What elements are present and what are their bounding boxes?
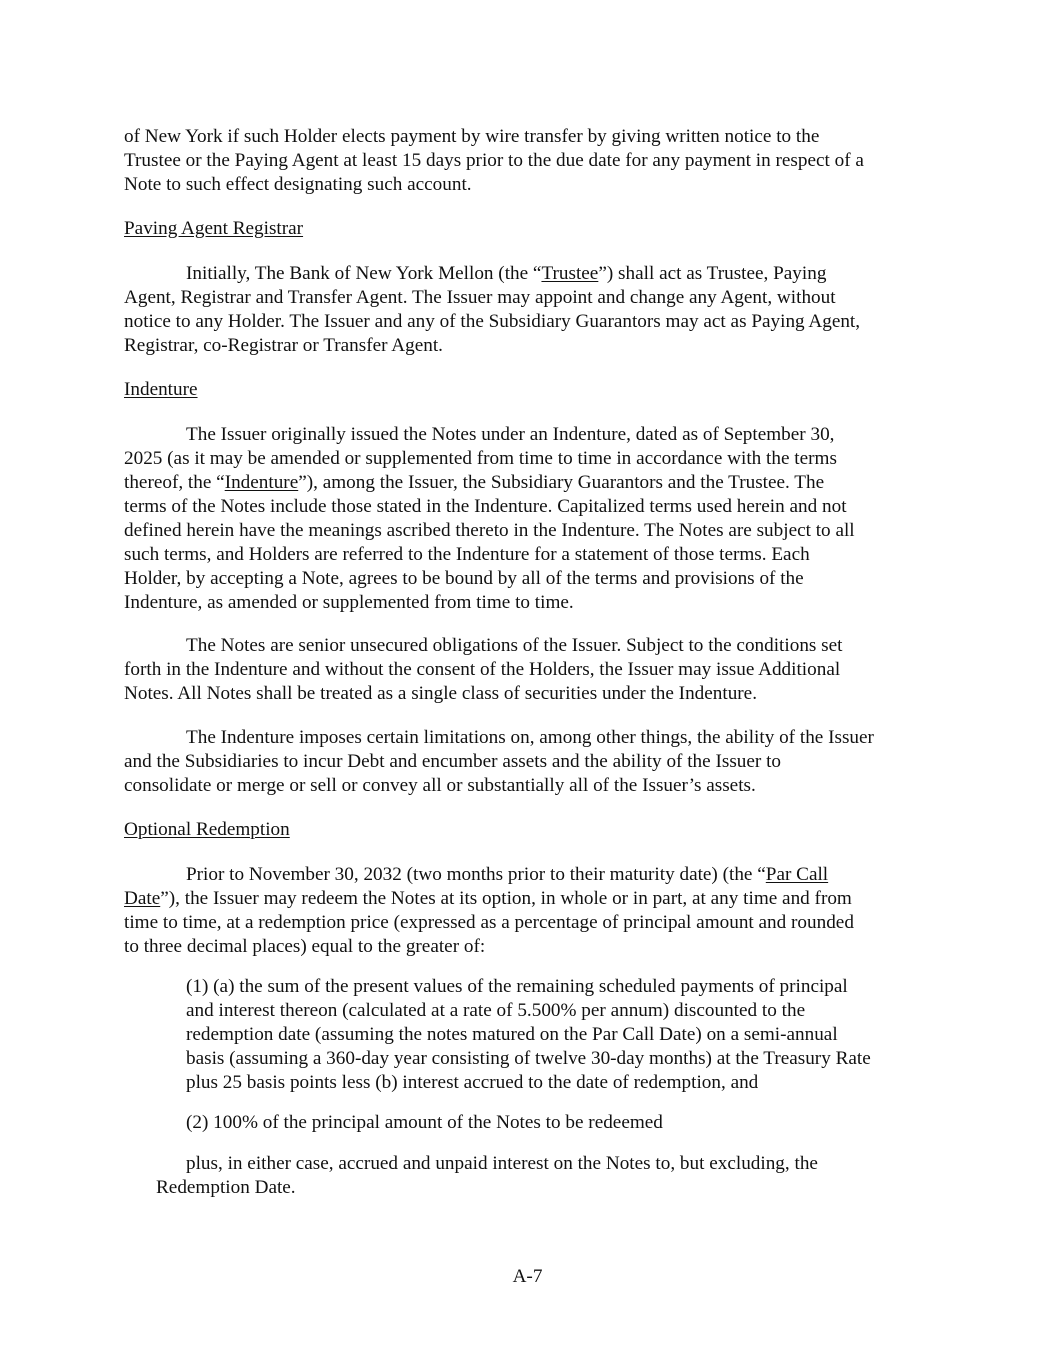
paying-agent-line-3: notice to any Holder. The Issuer and any of the Subsidiary Guarantors may act as Paying Agent, <box>124 311 861 332</box>
section-heading-indenture: Indenture <box>124 379 198 400</box>
intro-line-1: of New York if such Holder elects payment by wire transfer by giving written notice to the <box>124 126 820 147</box>
redemption-p1-line-1 <box>124 863 828 887</box>
text-fragment: ”) shall act as Trustee, Paying <box>598 263 827 284</box>
indenture-p1-line-1: The Issuer originally issued the Notes under an Indenture, dated as of September 30, <box>186 424 835 445</box>
text-fragment: Prior to November 30, 2032 (two months prior to their maturity date) (the “ <box>186 864 766 885</box>
indenture-p3-line-3: consolidate or merge or sell or convey all or substantially all of the Issuer’s assets. <box>124 775 756 796</box>
clause-2: (2) 100% of the principal amount of the Notes to be redeemed <box>186 1112 663 1133</box>
section-heading-optional-redemption: Optional Redemption <box>124 819 290 840</box>
text-fragment: ”), among the Issuer, the Subsidiary Guarantors and the Trustee. The <box>298 472 825 493</box>
text-fragment: ”), the Issuer may redeem the Notes at its option, in whole or in part, at any time and from <box>160 888 852 909</box>
paying-agent-line-2: Agent, Registrar and Transfer Agent. The Issuer may appoint and change any Agent, without <box>124 287 836 308</box>
paying-agent-line-1 <box>124 262 826 286</box>
clause-1-line-4: basis (assuming a 360-day year consisting of twelve 30-day months) at the Treasury Rate <box>186 1048 871 1069</box>
closing-line-2: Redemption Date. <box>156 1177 296 1198</box>
paying-agent-line-4: Registrar, co-Registrar or Transfer Agent. <box>124 335 443 356</box>
indenture-p1-line-4: terms of the Notes include those stated in the Indenture. Capitalized terms used herein and not <box>124 496 847 517</box>
page-number: A-7 <box>512 1266 543 1287</box>
indenture-p1-line-7: Holder, by accepting a Note, agrees to be bound by all of the terms and provisions of the <box>124 568 804 589</box>
indenture-p3-line-1: The Indenture imposes certain limitations on, among other things, the ability of the Issuer <box>186 727 874 748</box>
redemption-p1-line-4: to three decimal places) equal to the greater of: <box>124 936 486 957</box>
indenture-p3-line-2: and the Subsidiaries to incur Debt and encumber assets and the ability of the Issuer to <box>124 751 782 772</box>
indenture-p2-line-2: forth in the Indenture and without the consent of the Holders, the Issuer may issue Additional <box>124 659 841 680</box>
defined-term-par-call: Par Call <box>765 864 829 885</box>
defined-term-date: Date <box>124 888 161 909</box>
text-fragment: Initially, The Bank of New York Mellon (the “ <box>186 263 542 284</box>
indenture-p1-line-2: 2025 (as it may be amended or supplemented from time to time in accordance with the terms <box>124 448 837 469</box>
indenture-p2-line-1: The Notes are senior unsecured obligations of the Issuer. Subject to the conditions set <box>186 635 843 656</box>
indenture-p2-line-3: Notes. All Notes shall be treated as a single class of securities under the Indenture. <box>124 683 757 704</box>
redemption-p1-line-2 <box>124 887 852 911</box>
intro-line-3: Note to such effect designating such account. <box>124 174 472 195</box>
indenture-p1-line-5: defined herein have the meanings ascribed thereto in the Indenture. The Notes are subject to all <box>124 520 855 541</box>
clause-1-line-1: (1) (a) the sum of the present values of the remaining scheduled payments of principal <box>186 976 848 997</box>
defined-term-indenture: Indenture <box>224 472 299 493</box>
intro-line-2: Trustee or the Paying Agent at least 15 days prior to the due date for any payment in respect of a <box>124 150 864 171</box>
indenture-p1-line-3 <box>124 471 824 495</box>
text-fragment: thereof, the “ <box>124 472 225 493</box>
section-heading-paying-agent: Paving Agent Registrar <box>124 218 304 239</box>
clause-1-line-2: and interest thereon (calculated at a rate of 5.500% per annum) discounted to the <box>186 1000 806 1021</box>
indenture-p1-line-8: Indenture, as amended or supplemented from time to time. <box>124 592 574 613</box>
defined-term-trustee: Trustee <box>541 263 599 284</box>
clause-1-line-3: redemption date (assuming the notes matured on the Par Call Date) on a semi-annual <box>186 1024 838 1045</box>
indenture-p1-line-6: such terms, and Holders are referred to the Indenture for a statement of those terms. Each <box>124 544 810 565</box>
clause-1-line-5: plus 25 basis points less (b) interest accrued to the date of redemption, and <box>186 1072 759 1093</box>
closing-line-1: plus, in either case, accrued and unpaid interest on the Notes to, but excluding, the <box>186 1153 818 1174</box>
redemption-p1-line-3: time to time, at a redemption price (expressed as a percentage of principal amount and rounded <box>124 912 854 933</box>
